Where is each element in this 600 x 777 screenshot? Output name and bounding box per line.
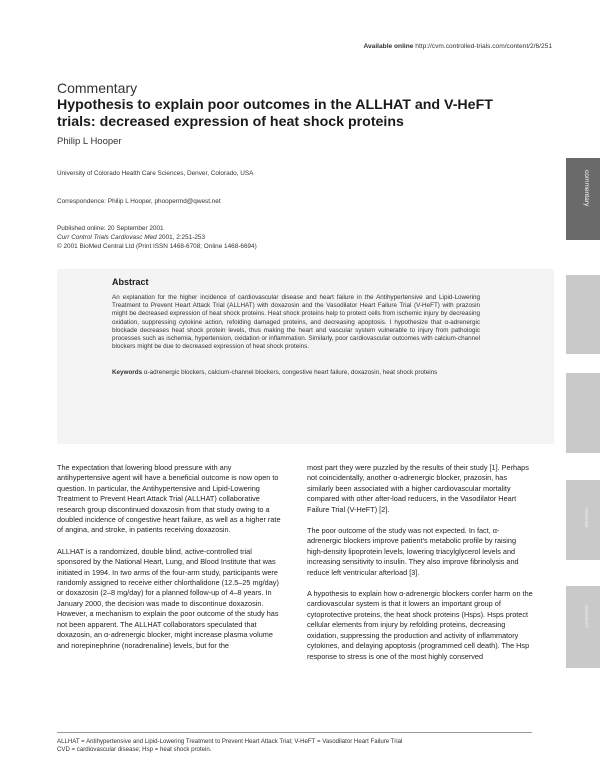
side-tab-reviews-label: reviews xyxy=(583,508,589,528)
availability-line xyxy=(363,43,552,50)
author-name: Philip L Hooper xyxy=(57,136,122,147)
keywords xyxy=(112,369,480,377)
correspondence: Correspondence: Philip L Hooper, phoopermd@qwest.net xyxy=(57,198,221,205)
footnote-line: CVD = cardiovascular disease; Hsp = heat shock protein. xyxy=(57,746,212,754)
side-tab-blank xyxy=(566,373,600,453)
article-url[interactable]: http://cvm.controlled-trials.com/content/2/6/251 xyxy=(415,43,552,50)
published-date: Published online: 20 September 2001 xyxy=(57,225,164,232)
section-label: Commentary xyxy=(57,80,138,96)
side-tab-commentary-label: commentary xyxy=(583,170,590,207)
citation-details: 2001, 2:251-253 xyxy=(156,234,206,241)
affiliation: University of Colorado Health Care Sciences, Denver, Colorado, USA xyxy=(57,170,254,177)
citation-journal: Curr Control Trials Cardiovasc Med xyxy=(57,234,157,241)
body-column-right xyxy=(307,463,533,673)
side-tab-research-label: research xyxy=(583,605,589,628)
copyright: © 2001 BioMed Central Ltd (Print ISSN 1468-6708; Online 1468-6694) xyxy=(57,243,257,250)
citation xyxy=(57,233,257,242)
publication-info xyxy=(57,224,257,251)
side-tab-blank xyxy=(566,275,600,354)
article-title: Hypothesis to explain poor outcomes in the ALLHAT and V-HeFT trials: decreased expression of heat shock proteins xyxy=(57,97,493,130)
body-paragraph: ALLHAT is a randomized, double blind, active-controlled trial sponsored by the National Heart, Lung, and Blood Institute that was initiated in 1994. In two arms of the four-arm study, participants were randomly assigned to receive either chlorthalidone (12.5–25 mg/day) or doxazosin (2–8 mg/day) for a planned follow-up of 4–8 years. In January 2000, the decision was made to discontinue doxazosin. However, a mechanism to explain the poor outcome of the study has not been apparent. The ALLHAT collaborators speculated that doxazosin, an α-adrenergic blocker, might increase plasma volume and norepinephrine (noradrenaline) levels, but for the xyxy=(57,546,279,650)
footnote-divider xyxy=(57,732,532,733)
body-paragraph: The expectation that lowering blood pressure with any antihypertensive agent will have a beneficial outcome is now open to question. In particular, the Antihypertensive and Lipid-Lowering Treatment to Prevent Heart Attack Trial (ALLHAT) collaborative research group discontinued doxazosin from that study owing to a doubled incidence of congestive heart failure, as well as a higher rate of angina, and stroke, in patients receiving doxazosin. xyxy=(57,463,281,535)
abstract-heading: Abstract xyxy=(112,277,149,287)
abstract-text: An explanation for the higher incidence of cardiovascular disease and heart failure in the Antihypertensive and Lipid-Lowering Treatment to Prevent Heart Attack Trial (ALLHAT) with doxazosin and the Vasodilator Heart Failure Trial (V-HeFT) with prazosin might be decreased expression of heat shock proteins. Heat shock proteins help to protect cells from ischemic injury by decreasing oxidation, suppressing cytokine action, refolding damaged proteins, and decreasing apoptosis. I hypothesize that α-adrenergic blockade decreases heat shock protein levels, thus making the heart and vascular system vulnerable to injury from pathologic processes such as ischemia, hypertension, oxidation or inflammation. Similarly, poor cardiovascular outcomes with calcium-channel blockers might be due to decreased expression of heat shock proteins. xyxy=(112,294,480,351)
body-paragraph: The poor outcome of the study was not expected. In fact, α-adrenergic blockers improve patient's metabolic profile by raising high-density lipoprotein levels, lowering triacylglycerol levels and increasing sensitivity to insulin. They also improve fibrinolysis and reduce left ventricular afterload [3]. xyxy=(307,526,519,577)
keywords-label: Keywords xyxy=(112,369,143,376)
available-label: Available online xyxy=(363,43,414,50)
body-paragraph: A hypothesis to explain how α-adrenergic blockers confer harm on the cardiovascular system is that it lowers an important group of cytoprotective proteins, the heat shock proteins (Hsps). Hsps protect cellular elements from injury by refolding proteins, decreasing oxidation, suppressing the production and activity of inflammatory cytokines, and delaying apoptosis (programmed cell death). The Hsp response to stress is one of the most highly conserved xyxy=(307,589,533,661)
footnote-line: ALLHAT = Antihypertensive and Lipid-Lowering Treatment to Prevent Heart Attack Trial; V-HeFT = Vasodilator Heart Failure Trial xyxy=(57,738,403,745)
footnote xyxy=(57,738,537,755)
body-paragraph: most part they were puzzled by the results of their study [1]. Perhaps not coincidentally, another α-adrenergic blocker, prazosin, has similarly been associated with a higher cardiovascular mortality compared with other after-load reducers, in the Vasodilator Heart Failure Trial (V-HeFT) [2]. xyxy=(307,463,529,514)
keywords-list: α-adrenergic blockers, calcium-channel blockers, congestive heart failure, doxazosin, heat shock proteins xyxy=(142,369,438,376)
body-column-left xyxy=(57,463,283,662)
